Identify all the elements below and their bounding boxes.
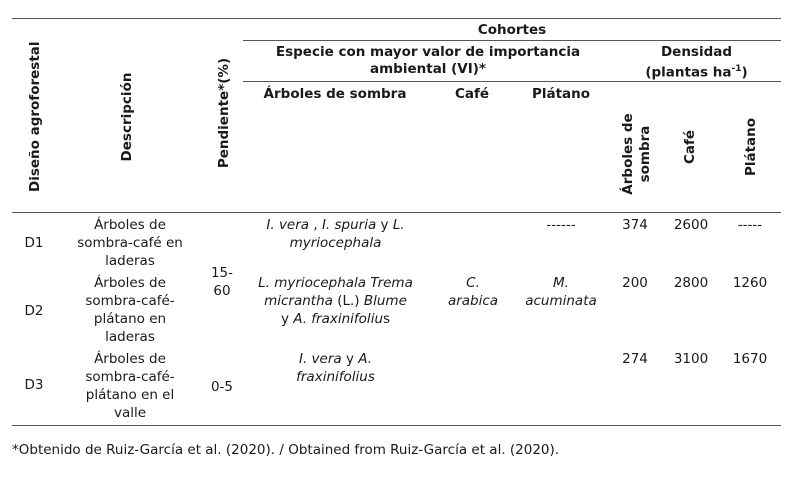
row-d3-arboles: I. vera y A. fraxinifolius <box>296 351 375 385</box>
row-d1-diseno: D1 <box>24 235 44 251</box>
row-d1-arboles: I. vera , I. spuria y L. myriocephala <box>266 217 405 251</box>
row-d2-dens-platano: 1260 <box>732 275 768 291</box>
footnote: *Obtenido de Ruiz-García et al. (2020). / Obtained from Ruiz-García et al. (2020). <box>12 442 560 458</box>
header-densidad-group: Densidad (plantas $ha^{-1}$) <box>645 44 748 81</box>
row-d1-dens-platano: ----- <box>737 217 763 233</box>
row-d2-dens-arboles: 200 <box>622 275 648 291</box>
row-d3-descripcion: Árboles de sombra-café- plátano en el valle <box>85 351 175 421</box>
row-d2-cafe: C. arabica <box>447 275 499 309</box>
header-densidad-cafe: Café <box>682 129 698 165</box>
row-d1-dens-cafe: 2600 <box>673 217 709 233</box>
header-arboles-sombra: Árboles de sombra <box>263 86 407 102</box>
row-d3-dens-platano: 1670 <box>732 351 768 367</box>
header-diseno: Diseño agroforestal <box>27 41 43 192</box>
header-densidad-arboles: Árboles de sombra <box>620 113 653 195</box>
row-d3-pendiente: 0-5 <box>210 379 234 395</box>
row-d2-arboles: L. myriocephala Trema micrantha (L.) Blume y A. fraxinifolius <box>258 275 413 327</box>
header-descripcion: Descripción <box>119 72 135 162</box>
rule-header-bottom <box>12 212 781 213</box>
header-densidad-platano: Plátano <box>743 117 759 177</box>
rule-top <box>12 18 781 19</box>
rule-table-bottom <box>12 425 781 426</box>
row-d2-platano: M. acuminata <box>525 275 597 309</box>
row-d2-dens-cafe: 2800 <box>673 275 709 291</box>
row-d1d2-pendiente: 15- 60 <box>210 265 234 299</box>
row-d3-dens-arboles: 274 <box>622 351 648 367</box>
row-d1-platano: ------ <box>546 217 576 233</box>
header-especie-group: Especie con mayor valor de importancia ambiental (VI)* <box>275 44 581 77</box>
header-pendiente: Pendiente*(%) <box>216 57 232 169</box>
row-d2-descripcion: Árboles de sombra-café- plátano en laderas <box>85 275 175 345</box>
row-d3-dens-cafe: 3100 <box>673 351 709 367</box>
row-d3-diseno: D3 <box>24 377 44 393</box>
header-cohortes: Cohortes <box>477 22 547 38</box>
row-d1-descripcion: Árboles de sombra-café en laderas <box>77 217 183 269</box>
rule-under-cohortes <box>243 40 781 41</box>
row-d1-dens-arboles: 374 <box>622 217 648 233</box>
row-d2-diseno: D2 <box>24 303 44 319</box>
header-platano: Plátano <box>531 86 591 102</box>
header-cafe: Café <box>454 86 490 102</box>
